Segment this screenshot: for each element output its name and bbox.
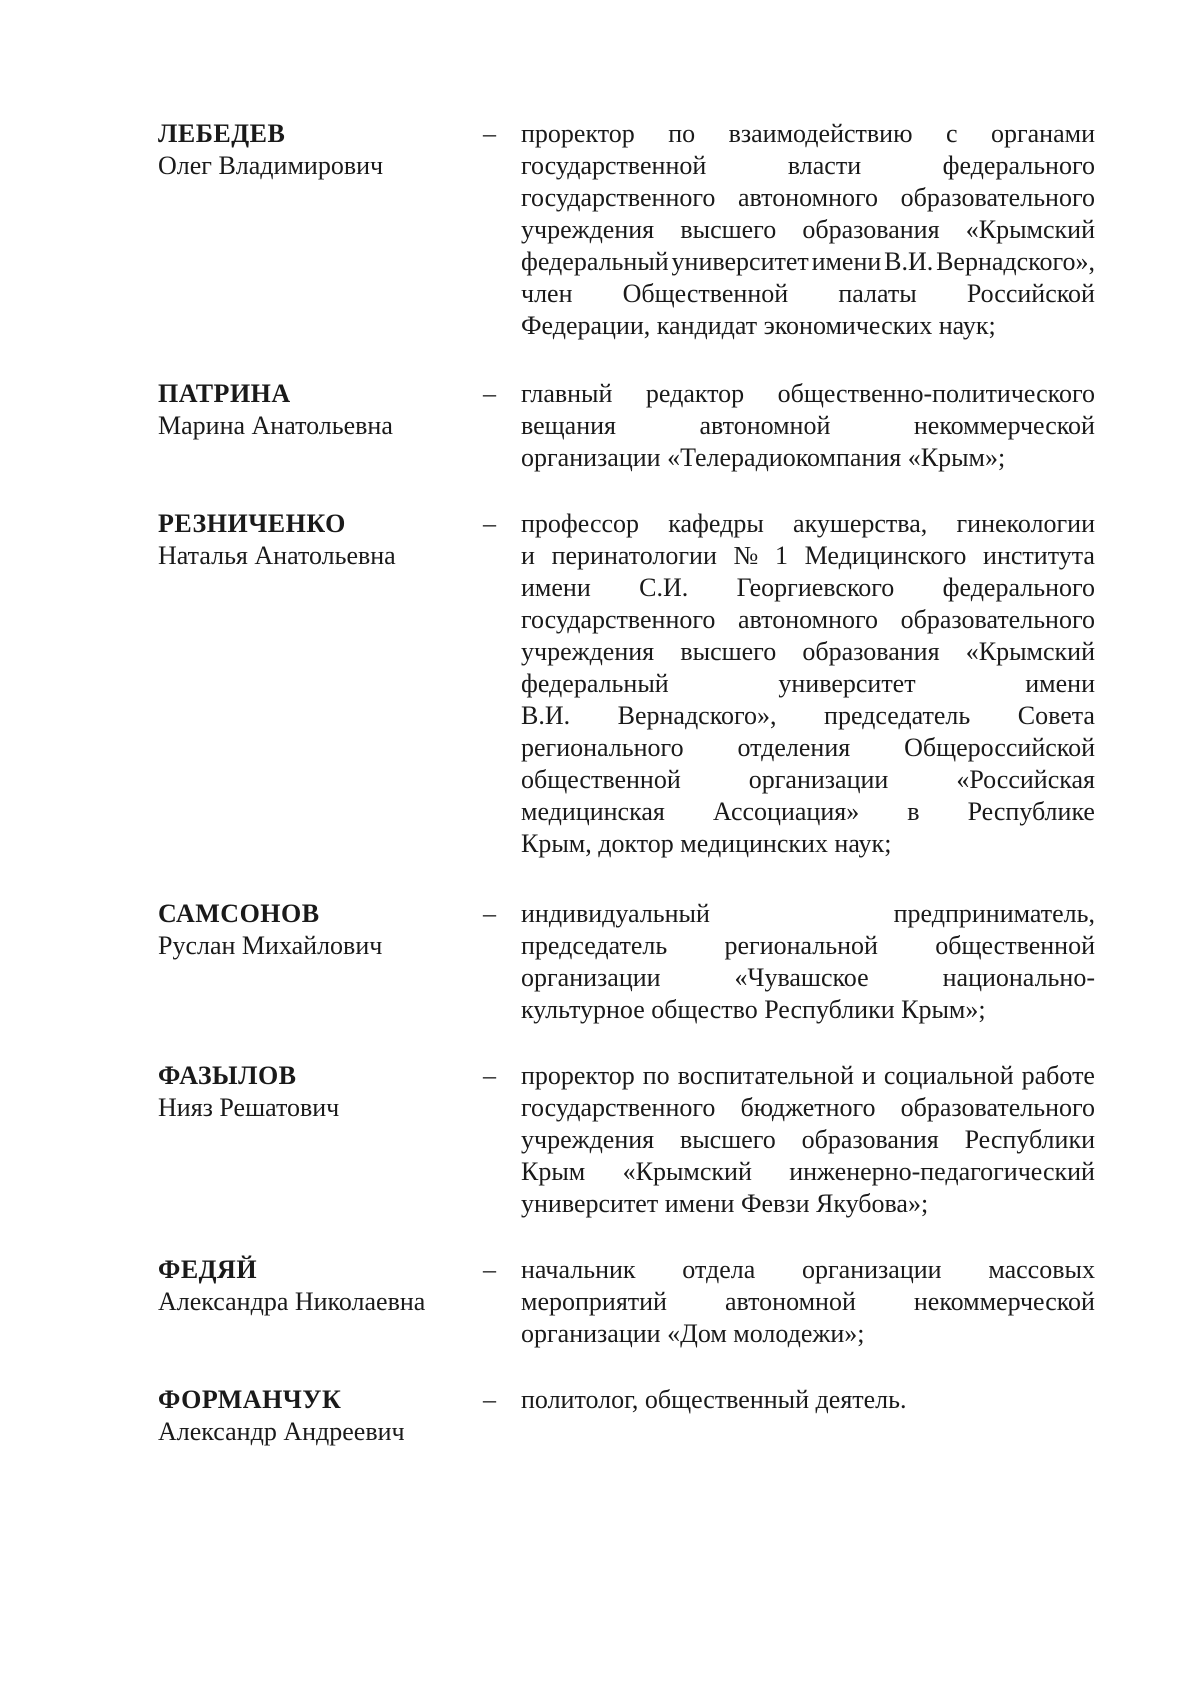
description-word: Общероссийской bbox=[904, 733, 1095, 762]
description-word: профессор bbox=[521, 509, 640, 538]
description-line bbox=[521, 278, 1095, 310]
description-word: Российской bbox=[966, 279, 1095, 308]
member-description bbox=[521, 898, 1095, 1026]
member-given-names: Александр Андреевич bbox=[158, 1417, 405, 1446]
member-description bbox=[521, 1060, 1095, 1220]
description-word: автономной bbox=[724, 1287, 856, 1316]
description-word: Крым bbox=[521, 1157, 586, 1186]
description-word: редактор bbox=[645, 379, 745, 408]
description-word: председатель bbox=[521, 931, 668, 960]
entry-dash: – bbox=[483, 119, 496, 148]
description-word: организации bbox=[521, 963, 661, 992]
description-line bbox=[521, 182, 1095, 214]
description-word: медицинская bbox=[521, 797, 665, 826]
description-line: политолог, общественный деятель. bbox=[521, 1385, 907, 1414]
description-word: Совета bbox=[1017, 701, 1095, 730]
description-line bbox=[521, 1092, 1095, 1124]
entry-dash: – bbox=[483, 1061, 496, 1090]
description-line bbox=[521, 508, 1095, 540]
description-line bbox=[521, 150, 1095, 182]
description-word: отделения bbox=[737, 733, 851, 762]
description-word: университет bbox=[671, 247, 809, 276]
description-word: высшего bbox=[680, 637, 777, 666]
description-word: отдела bbox=[682, 1255, 756, 1284]
description-word: учреждения bbox=[521, 637, 655, 666]
description-word: и bbox=[861, 1061, 876, 1090]
member-description bbox=[521, 1254, 1095, 1350]
description-word: Общественной bbox=[622, 279, 789, 308]
description-word: гинекологии bbox=[956, 509, 1095, 538]
description-line bbox=[521, 540, 1095, 572]
member-description bbox=[521, 118, 1095, 342]
member-description bbox=[521, 508, 1095, 860]
description-word: перинатологии bbox=[551, 541, 717, 570]
member-description bbox=[521, 378, 1095, 474]
description-word: государственного bbox=[521, 605, 716, 634]
description-word: «Крымский bbox=[965, 637, 1095, 666]
description-word: в bbox=[907, 797, 920, 826]
description-word: регионального bbox=[521, 733, 684, 762]
description-word: института bbox=[983, 541, 1095, 570]
description-word: Республике bbox=[967, 797, 1095, 826]
description-line bbox=[521, 378, 1095, 410]
description-word: федеральный bbox=[521, 247, 669, 276]
member-name bbox=[158, 1384, 478, 1448]
description-word: имени bbox=[811, 247, 882, 276]
description-word: индивидуальный bbox=[521, 899, 710, 928]
member-given-names: Нияз Решатович bbox=[158, 1093, 340, 1122]
entry-dash: – bbox=[483, 899, 496, 928]
description-word: образовательного bbox=[900, 1093, 1095, 1122]
description-line bbox=[521, 410, 1095, 442]
description-word: образовательного bbox=[900, 183, 1095, 212]
description-word: высшего bbox=[679, 1125, 776, 1154]
description-word: федерального bbox=[942, 573, 1095, 602]
description-word: региональной bbox=[724, 931, 878, 960]
description-line: культурное общество Республики Крым»; bbox=[521, 995, 986, 1024]
description-line bbox=[521, 962, 1095, 994]
description-word: Республики bbox=[964, 1125, 1095, 1154]
description-line bbox=[521, 1124, 1095, 1156]
description-word: мероприятий bbox=[521, 1287, 667, 1316]
entry-dash: – bbox=[483, 509, 496, 538]
description-word: организации bbox=[802, 1255, 942, 1284]
description-word: инженерно-педагогический bbox=[789, 1157, 1095, 1186]
member-name bbox=[158, 1254, 478, 1318]
description-word: общественной bbox=[935, 931, 1095, 960]
description-word: 1 bbox=[775, 541, 788, 570]
member-name bbox=[158, 378, 478, 442]
description-line: организации «Дом молодежи»; bbox=[521, 1319, 865, 1348]
description-line bbox=[521, 898, 1095, 930]
description-word: и bbox=[521, 541, 535, 570]
description-line bbox=[521, 700, 1095, 732]
description-line bbox=[521, 246, 1095, 278]
member-given-names: Александра Николаевна bbox=[158, 1287, 426, 1316]
description-word: главный bbox=[521, 379, 613, 408]
description-word: общественной bbox=[521, 765, 681, 794]
description-line bbox=[521, 732, 1095, 764]
description-word: университет bbox=[778, 669, 916, 698]
description-word: имени bbox=[1025, 669, 1095, 698]
description-word: социальной bbox=[883, 1061, 1014, 1090]
description-word: власти bbox=[787, 151, 862, 180]
description-word: некоммерческой bbox=[913, 1287, 1095, 1316]
description-word: Ассоциация» bbox=[712, 797, 860, 826]
description-word: Медицинского bbox=[804, 541, 967, 570]
description-line: Крым, доктор медицинских наук; bbox=[521, 829, 892, 858]
description-line bbox=[521, 572, 1095, 604]
description-word: № bbox=[733, 541, 759, 570]
description-word: «Крымский bbox=[622, 1157, 752, 1186]
description-word: воспитательной bbox=[677, 1061, 854, 1090]
description-word: образования bbox=[801, 1125, 939, 1154]
member-surname: ФАЗЫЛОВ bbox=[158, 1061, 297, 1090]
description-line bbox=[521, 214, 1095, 246]
description-line bbox=[521, 118, 1095, 150]
entry-dash: – bbox=[483, 1255, 496, 1284]
description-word: председатель bbox=[824, 701, 971, 730]
description-line bbox=[521, 604, 1095, 636]
member-name bbox=[158, 508, 478, 572]
description-word: В.И. bbox=[521, 701, 571, 730]
member-surname: РЕЗНИЧЕНКО bbox=[158, 509, 346, 538]
description-word: высшего bbox=[680, 215, 777, 244]
description-word: организации bbox=[748, 765, 889, 794]
description-word: палаты bbox=[838, 279, 917, 308]
description-word: «Российская bbox=[956, 765, 1095, 794]
description-line bbox=[521, 1060, 1095, 1092]
description-word: взаимодействию bbox=[728, 119, 913, 148]
description-word: общественно-политического bbox=[777, 379, 1095, 408]
description-word: по bbox=[642, 1061, 670, 1090]
member-name bbox=[158, 1060, 478, 1124]
member-name bbox=[158, 118, 478, 182]
description-word: Вернадского», bbox=[617, 701, 777, 730]
description-line bbox=[521, 1286, 1095, 1318]
description-word: Георгиевского bbox=[736, 573, 895, 602]
description-word: проректор bbox=[521, 1061, 635, 1090]
description-word: Вернадского», bbox=[936, 247, 1095, 276]
description-word: с bbox=[945, 119, 958, 148]
description-line: Федерации, кандидат экономических наук; bbox=[521, 311, 996, 340]
description-word: бюджетного bbox=[740, 1093, 876, 1122]
description-line bbox=[521, 796, 1095, 828]
member-given-names: Марина Анатольевна bbox=[158, 411, 393, 440]
description-line bbox=[521, 930, 1095, 962]
description-word: имени bbox=[521, 573, 591, 602]
description-line bbox=[521, 1156, 1095, 1188]
description-word: работе bbox=[1021, 1061, 1095, 1090]
member-surname: ФЕДЯЙ bbox=[158, 1255, 258, 1284]
description-word: автономного bbox=[738, 605, 879, 634]
member-surname: САМСОНОВ bbox=[158, 899, 320, 928]
description-word: вещания bbox=[521, 411, 617, 440]
description-word: государственного bbox=[521, 1093, 716, 1122]
description-word: массовых bbox=[988, 1255, 1095, 1284]
description-word: образования bbox=[802, 215, 940, 244]
description-word: образования bbox=[802, 637, 940, 666]
description-word: органами bbox=[990, 119, 1095, 148]
description-word: акушерства, bbox=[793, 509, 928, 538]
entry-dash: – bbox=[483, 1385, 496, 1414]
description-line bbox=[521, 764, 1095, 796]
description-word: предприниматель, bbox=[893, 899, 1095, 928]
description-word: образовательного bbox=[900, 605, 1095, 634]
description-word: «Чувашское bbox=[734, 963, 869, 992]
description-word: С.И. bbox=[639, 573, 689, 602]
description-word: некоммерческой bbox=[913, 411, 1095, 440]
description-word: по bbox=[668, 119, 696, 148]
description-word: «Крымский bbox=[965, 215, 1095, 244]
member-given-names: Руслан Михайлович bbox=[158, 931, 383, 960]
member-surname: ПАТРИНА bbox=[158, 379, 291, 408]
description-word: учреждения bbox=[521, 215, 655, 244]
description-line: организации «Телерадиокомпания «Крым»; bbox=[521, 443, 1006, 472]
description-word: национально- bbox=[942, 963, 1095, 992]
description-line: университет имени Февзи Якубова»; bbox=[521, 1189, 929, 1218]
description-word: начальник bbox=[521, 1255, 636, 1284]
description-word: автономного bbox=[738, 183, 879, 212]
entry-dash: – bbox=[483, 379, 496, 408]
description-word: учреждения bbox=[521, 1125, 655, 1154]
description-line bbox=[521, 668, 1095, 700]
description-word: федеральный bbox=[521, 669, 669, 698]
description-word: федерального bbox=[942, 151, 1095, 180]
description-word: проректор bbox=[521, 119, 635, 148]
description-word: член bbox=[521, 279, 573, 308]
description-word: государственного bbox=[521, 183, 716, 212]
member-surname: ЛЕБЕДЕВ bbox=[158, 119, 286, 148]
member-description bbox=[521, 1384, 1095, 1416]
member-given-names: Наталья Анатольевна bbox=[158, 541, 396, 570]
description-line bbox=[521, 636, 1095, 668]
member-given-names: Олег Владимирович bbox=[158, 151, 384, 180]
description-word: В.И. bbox=[884, 247, 934, 276]
description-word: государственной bbox=[521, 151, 707, 180]
description-word: автономной bbox=[699, 411, 831, 440]
member-surname: ФОРМАНЧУК bbox=[158, 1385, 342, 1414]
description-line bbox=[521, 1254, 1095, 1286]
description-word: кафедры bbox=[668, 509, 764, 538]
member-name bbox=[158, 898, 478, 962]
